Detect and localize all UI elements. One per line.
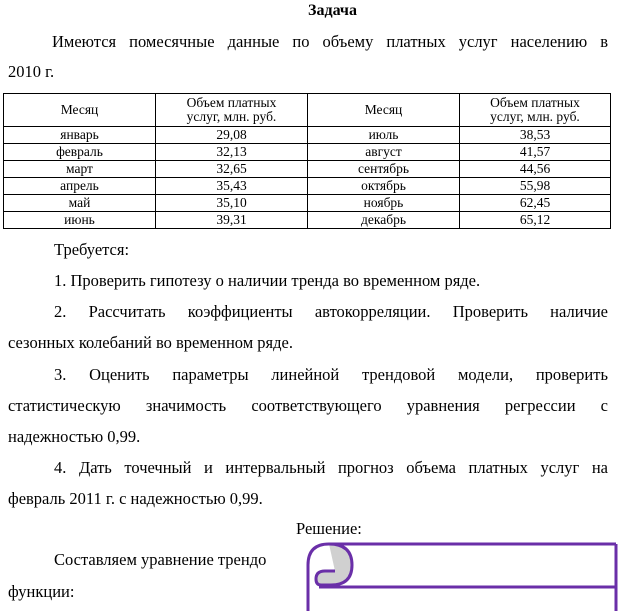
month-cell: май xyxy=(4,195,156,212)
item-4-line-2: февраль 2011 г. с надежностью 0,99. xyxy=(8,489,263,508)
item-3-line-3: надежностью 0,99. xyxy=(8,427,141,446)
month-cell: февраль xyxy=(4,144,156,161)
solution-label: Решение: xyxy=(296,519,362,538)
header-month-2: Месяц xyxy=(308,94,460,127)
item-2-text-1: 2. Рассчитать коэффициенты автокорреляции. Проверить наличие xyxy=(54,302,608,321)
item-1: 1. Проверить гипотезу о наличии тренда во временном ряде. xyxy=(54,271,481,290)
header-volume-2-line1: Объем платных xyxy=(490,95,580,110)
intro-line-1 xyxy=(52,32,608,52)
table-row xyxy=(4,178,611,195)
scroll-shape-icon xyxy=(305,541,618,611)
item-2-line-1 xyxy=(54,302,608,322)
value-cell: 55,98 xyxy=(460,178,611,195)
value-cell: 38,53 xyxy=(460,127,611,144)
data-table xyxy=(3,93,611,229)
month-cell: октябрь xyxy=(308,178,460,195)
value-cell: 29,08 xyxy=(156,127,308,144)
solution-line-1: Составляем уравнение трендо xyxy=(54,550,267,569)
header-volume-1-line1: Объем платных xyxy=(186,95,277,110)
value-cell: 32,13 xyxy=(156,144,308,161)
intro-text-1: Имеются помесячные данные по объему платных услуг населению в xyxy=(52,32,608,51)
table-row xyxy=(4,144,611,161)
value-cell: 32,65 xyxy=(156,161,308,178)
value-cell: 65,12 xyxy=(460,212,611,229)
value-cell: 35,43 xyxy=(156,178,308,195)
month-cell: сентябрь xyxy=(308,161,460,178)
header-month-1: Месяц xyxy=(4,94,156,127)
month-cell: март xyxy=(4,161,156,178)
value-cell: 41,57 xyxy=(460,144,611,161)
item-4-line-1 xyxy=(54,458,608,478)
item-3-text-2: статистическую значимость соответствующего уравнения регрессии с xyxy=(8,396,608,415)
month-cell: июль xyxy=(308,127,460,144)
task-title: Задача xyxy=(308,2,357,19)
header-volume-1-line2: услуг, млн. руб. xyxy=(186,109,277,124)
header-volume-2-line2: услуг, млн. руб. xyxy=(490,109,580,124)
header-volume-1 xyxy=(156,94,308,127)
month-cell: декабрь xyxy=(308,212,460,229)
table-row xyxy=(4,195,611,212)
header-volume-2 xyxy=(460,94,611,127)
value-cell: 62,45 xyxy=(460,195,611,212)
item-4-text-1: 4. Дать точечный и интервальный прогноз объема платных услуг на xyxy=(54,458,608,477)
table-header-row xyxy=(4,94,611,127)
value-cell: 39,31 xyxy=(156,212,308,229)
item-2-line-2: сезонных колебаний во временном ряде. xyxy=(8,333,293,352)
value-cell: 44,56 xyxy=(460,161,611,178)
month-cell: апрель xyxy=(4,178,156,195)
month-cell: январь xyxy=(4,127,156,144)
table-row xyxy=(4,127,611,144)
table-row xyxy=(4,161,611,178)
intro-line-2: 2010 г. xyxy=(8,62,55,81)
month-cell: август xyxy=(308,144,460,161)
month-cell: ноябрь xyxy=(308,195,460,212)
item-3-line-2 xyxy=(8,396,608,416)
solution-line-2: функции: xyxy=(8,582,75,601)
item-3-text-1: 3. Оценить параметры линейной трендовой модели, проверить xyxy=(54,365,608,384)
item-3-line-1 xyxy=(54,365,608,385)
value-cell: 35,10 xyxy=(156,195,308,212)
month-cell: июнь xyxy=(4,212,156,229)
required-label: Требуется: xyxy=(54,240,130,259)
table-row xyxy=(4,212,611,229)
